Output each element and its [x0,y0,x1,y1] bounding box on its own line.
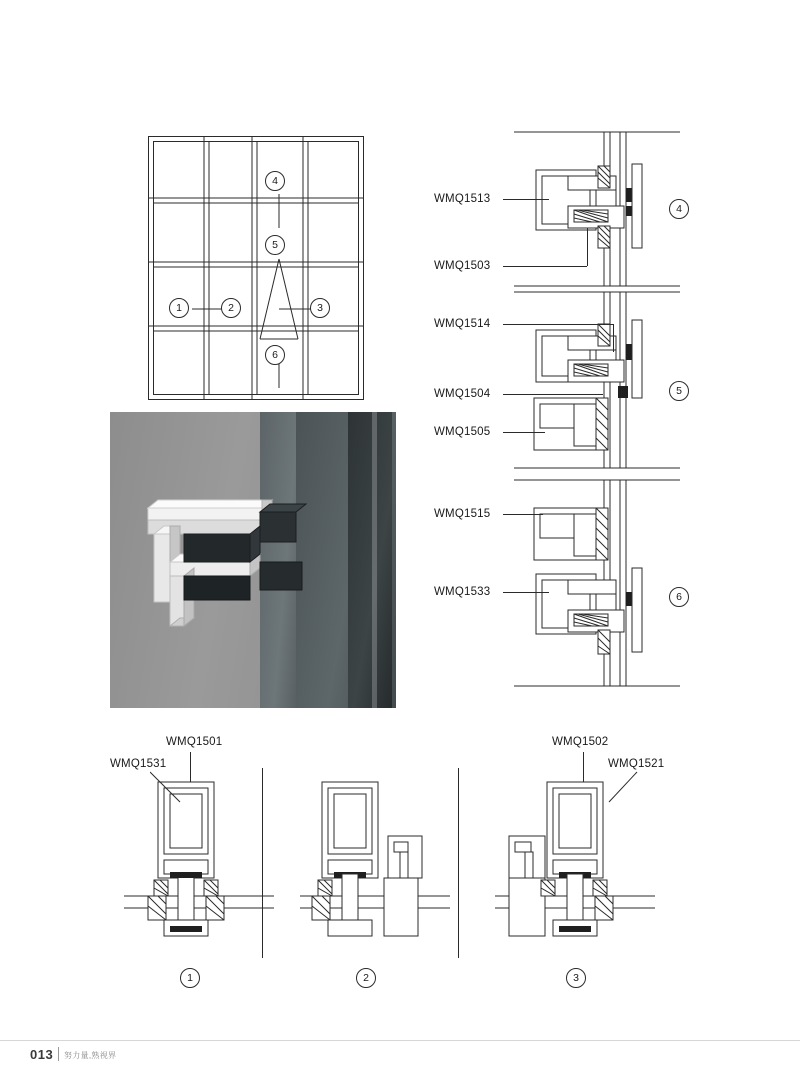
label-wmq1521: WMQ1521 [608,758,665,770]
section-callout-6[interactable]: 6 [669,587,689,607]
leader-wmq1514-h [503,324,613,325]
elevation-grid-drawing [148,136,364,400]
label-wmq1515: WMQ1515 [434,508,491,520]
section-callout-5[interactable]: 5 [669,381,689,401]
label-wmq1513: WMQ1513 [434,193,491,205]
leader-wmq1531-diag [150,770,186,804]
label-wmq1502: WMQ1502 [552,736,609,748]
leader-wmq1503-h [503,266,587,267]
photo-profile-overlay [110,412,396,708]
leader-wmq1513 [503,199,549,200]
detail-callout-1[interactable]: 1 [180,968,200,988]
label-wmq1503: WMQ1503 [434,260,491,272]
detail-1-drawing [124,768,274,948]
section-5-detail-drawing [500,290,680,470]
leader-wmq1502 [583,752,584,782]
label-wmq1533: WMQ1533 [434,586,491,598]
elevation-callout-1[interactable]: 1 [169,298,189,318]
leader-wmq1503-v [587,228,588,266]
label-wmq1531: WMQ1531 [110,758,167,770]
label-wmq1504: WMQ1504 [434,388,491,400]
elevation-callout-4[interactable]: 4 [265,171,285,191]
detail-2-drawing [300,768,450,948]
leader-wmq1514-v [613,324,614,352]
footer-note: 努力量,熟视界 [64,1051,117,1060]
elevation-callout-3[interactable]: 3 [310,298,330,318]
elevation-callout-5[interactable]: 5 [265,235,285,255]
leader-wmq1501 [190,752,191,782]
profile-photo-render [110,412,396,708]
leader-wmq1533 [503,592,549,593]
bottom-divider-1 [262,768,263,958]
section-callout-4[interactable]: 4 [669,199,689,219]
page-number: 013 [30,1047,54,1062]
footer-divider [0,1040,800,1041]
leader-wmq1515 [503,514,543,515]
leader-wmq1521-diag [607,770,643,804]
elevation-callout-6[interactable]: 6 [265,345,285,365]
detail-callout-2[interactable]: 2 [356,968,376,988]
label-wmq1505: WMQ1505 [434,426,491,438]
label-wmq1514: WMQ1514 [434,318,491,330]
leader-wmq1505 [503,432,545,433]
elevation-callout-2[interactable]: 2 [221,298,241,318]
detail-callout-3[interactable]: 3 [566,968,586,988]
footer-rule [58,1047,59,1061]
bottom-divider-2 [458,768,459,958]
leader-wmq1504 [503,394,603,395]
section-6-detail-drawing [500,478,680,690]
label-wmq1501: WMQ1501 [166,736,223,748]
